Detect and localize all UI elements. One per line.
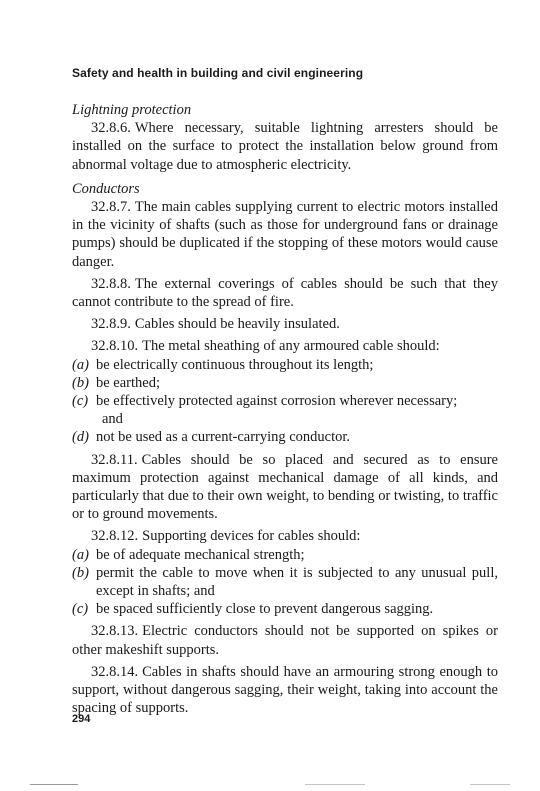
paragraph-number: 32.8.14. bbox=[91, 663, 139, 680]
paragraph-32-8-13 bbox=[72, 622, 498, 658]
section-heading-conductors: Conductors bbox=[72, 180, 140, 197]
scan-edge-mark bbox=[30, 784, 78, 785]
paragraph-32-8-7 bbox=[72, 198, 498, 271]
paragraph-text: Supporting devices for cables should: bbox=[142, 528, 361, 545]
list-item-text: not be used as a current-carrying conductor. bbox=[96, 429, 351, 446]
paragraph-32-8-10 bbox=[72, 337, 498, 355]
paragraph-text: The main cables supplying current to electric motors installed in the vicinity of shafts (such as those for underground fans or drainage pumps) should be duplicated if the stopping of these motors would cause danger. bbox=[72, 199, 498, 270]
paragraph-text: Where necessary, suitable lightning arresters should be installed on the surface to protect the installation below ground from abnormal voltage due to atmospheric electricity. bbox=[72, 120, 498, 173]
list-item bbox=[72, 600, 498, 618]
paragraph-text: Cables should be heavily insulated. bbox=[134, 316, 340, 333]
section-heading-lightning-protection: Lightning protection bbox=[72, 102, 192, 118]
paragraph-text: Cables in shafts should have an armouring strong enough to support, without dangerous sagging, their weight, taking into account the spacing of supports. bbox=[72, 663, 498, 717]
paragraph-text: The external coverings of cables should be such that they cannot contribute to the spread of fire. bbox=[72, 275, 498, 311]
list-item bbox=[72, 392, 498, 410]
list-item bbox=[72, 546, 498, 564]
paragraph-32-8-9 bbox=[72, 315, 498, 333]
page-content bbox=[72, 101, 498, 718]
list-marker: (c) bbox=[72, 601, 89, 618]
paragraph-number: 32.8.13. bbox=[91, 623, 139, 640]
paragraph-32-8-8 bbox=[72, 275, 498, 311]
list-marker: (b) bbox=[72, 564, 89, 581]
list-marker: (a) bbox=[72, 356, 89, 373]
list-item-text: be electrically continuous throughout its length; bbox=[96, 356, 374, 373]
list-item bbox=[72, 374, 498, 392]
running-head: Safety and health in building and civil engineering bbox=[72, 66, 364, 80]
page-number: 294 bbox=[72, 713, 91, 725]
paragraph-number: 32.8.6. bbox=[91, 120, 131, 137]
list-marker: (c) bbox=[72, 393, 89, 410]
list-conjunction: and bbox=[102, 411, 123, 428]
list-item bbox=[72, 564, 498, 600]
paragraph-text: Cables should be so placed and secured as to ensure maximum protection against mechanical damage of all kinds, and particularly that due to their own weight, to bending or twisting, to traffic or to ground movements. bbox=[72, 451, 498, 523]
paragraph-number: 32.8.8. bbox=[91, 275, 131, 292]
list-item-text: be spaced sufficiently close to prevent dangerous sagging. bbox=[96, 601, 434, 618]
paragraph-32-8-6 bbox=[72, 119, 498, 174]
paragraph-32-8-14 bbox=[72, 663, 498, 718]
paragraph-number: 32.8.10. bbox=[91, 338, 139, 355]
list-item-text: be effectively protected against corrosion wherever necessary; bbox=[96, 393, 458, 410]
paragraph-number: 32.8.12. bbox=[91, 528, 139, 545]
paragraph-number: 32.8.11. bbox=[91, 451, 138, 468]
paragraph-number: 32.8.7. bbox=[91, 199, 131, 216]
list-marker: (a) bbox=[72, 546, 89, 563]
list-item-text: permit the cable to move when it is subjected to any unusual pull, except in shafts; and bbox=[96, 564, 498, 600]
list-marker: (d) bbox=[72, 429, 89, 446]
paragraph-text: Electric conductors should not be supported on spikes or other makeshift supports. bbox=[72, 623, 498, 658]
paragraph-32-8-11 bbox=[72, 451, 498, 524]
paragraph-32-8-12 bbox=[72, 527, 498, 545]
list-marker: (b) bbox=[72, 374, 89, 391]
list-item-text: be of adequate mechanical strength; bbox=[96, 546, 305, 563]
list-item bbox=[72, 428, 498, 446]
scan-edge-mark bbox=[305, 784, 365, 785]
paragraph-text: The metal sheathing of any armoured cable should: bbox=[142, 338, 440, 355]
paragraph-number: 32.8.9. bbox=[91, 316, 131, 333]
list-item-text: be earthed; bbox=[96, 374, 161, 391]
scan-edge-mark bbox=[470, 784, 510, 785]
list-item bbox=[72, 356, 498, 374]
